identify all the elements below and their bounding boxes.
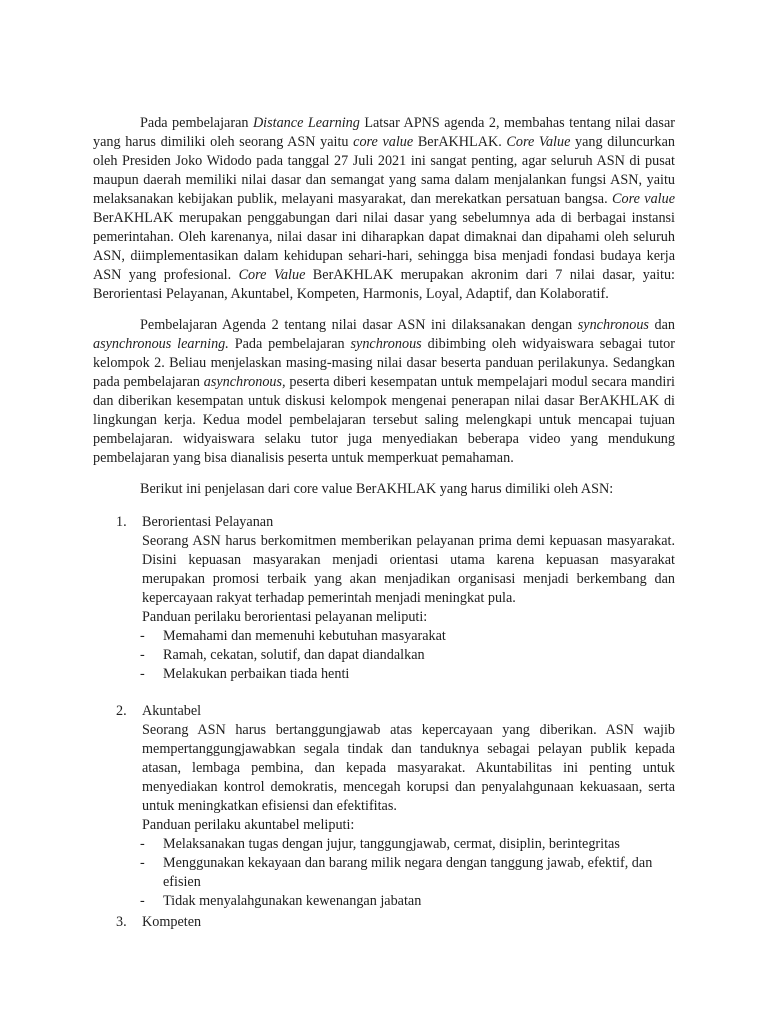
italic-text-run: Core Value [238,267,306,283]
item-description: Seorang ASN harus berkomitmen memberikan pelayanan prima demi kepuasan masyarakat. Disini kepuasan masyarakan menjadi orientasi utama karena kepuasan masyarakat merupakan promosi terbaik yang akan menjadikan organisasi menjadi berkembang dan kepercayaan rakyat terhadap pemerintah menjadi meningkat pula. [142,533,675,606]
item-title: Akuntabel [142,703,202,719]
italic-text-run: core value [353,134,414,150]
guide-bullets [93,835,675,911]
list-item-berorientasi-pelayanan [93,513,675,684]
text-run: Pada pembelajaran [228,336,351,352]
text-run: peserta diberi kesempatan untuk mempelajari modul secara mandiri dan diberikan kesempatan untuk diskusi kelompok mengenai penerapan nilai dasar BerAKHLAK di lingkungan kerja. Kedua model pembelajaran tersebut saling melengkapi untuk mencapai tujuan pembelajaran. widyaiswara selaku tutor juga menyediakan beberapa video yang mendukung pembelajaran yang bisa dianalisis peserta untuk memperkuat pemahaman. [93,374,675,466]
dash-marker: - [140,628,145,644]
bullet-text: Melakukan perbaikan tiada henti [163,666,350,682]
guide-label: Panduan perilaku akuntabel meliputi: [142,817,355,833]
text-run: BerAKHLAK. [413,134,507,150]
text-run: Latsar APNS agenda 2, membahas tentang nilai dasar yang harus dimiliki oleh seorang ASN yaitu [93,115,675,150]
italic-text-run: asynchronous, [203,374,286,390]
italic-text-run: Distance Learning [252,115,360,131]
bullet-item [93,627,675,646]
italic-text-run: Core Value [506,134,571,150]
italic-text-run: synchronous [350,336,422,352]
list-intro-text: Berikut ini penjelasan dari core value BerAKHLAK yang harus dimiliki oleh ASN: [140,481,614,497]
bullet-text: Ramah, cekatan, solutif, dan dapat diandalkan [163,647,425,663]
bullet-item [93,665,675,684]
dash-marker: - [140,666,145,682]
item-title: Berorientasi Pelayanan [142,514,274,530]
list-item-akuntabel [93,702,675,911]
text-run: Pembelajaran Agenda 2 tentang nilai dasar ASN ini dilaksanakan dengan [140,317,578,333]
italic-text-run: Core value [612,191,676,207]
italic-text-run: asynchronous learning. [93,336,229,352]
list-number: 2. [116,703,127,719]
dash-marker: - [140,647,145,663]
bullet-item [93,646,675,665]
guide-bullets [93,627,675,684]
item-description: Seorang ASN harus bertanggungjawab atas kepercayaan yang diberikan. ASN wajib mempertanggungjawabkan segala tindak dan tanduknya sebagai pelayan publik kepada atasan, lembaga pembina, dan kepada masyarakat. Akuntabilitas ini penting untuk menyediakan kontrol demokratis, mencegah korupsi dan penyalahgunaan kekuasaan, serta untuk meningkatkan efisiensi dan efektifitas. [142,722,675,814]
paragraph-learning-method [93,316,675,468]
bullet-item [93,835,675,854]
bullet-item [93,854,675,892]
bullet-text: Tidak menyalahgunakan kewenangan jabatan [163,893,422,909]
text-run: Pada pembelajaran [140,115,253,131]
text-run: BerAKHLAK merupakan penggabungan dari nilai dasar yang sebelumnya ada di berbagai instansi pemerintahan. Oleh karenanya, nilai dasar ini diharapkan dapat dimaknai dan dipahami oleh seluruh ASN, diimplementasikan dalam kehidupan sehari-hari, sehingga bisa menjadi fondasi budaya kerja ASN yang profesional. [93,210,675,283]
bullet-text: Melaksanakan tugas dengan jujur, tanggungjawab, cermat, disiplin, berintegritas [163,836,620,852]
item-title: Kompeten [142,914,202,930]
paragraph-intro [93,114,675,304]
text-run: dan [648,317,675,333]
dash-marker: - [140,836,145,852]
bullet-item [93,892,675,911]
list-number: 1. [116,514,127,530]
bullet-text: Menggunakan kekayaan dan barang milik negara dengan tanggung jawab, efektif, dan efisien [163,855,653,890]
italic-text-run: synchronous [577,317,649,333]
guide-label: Panduan perilaku berorientasi pelayanan meliputi: [142,609,428,625]
list-number: 3. [116,914,127,930]
dash-marker: - [140,893,145,909]
text-run: yang diluncurkan oleh Presiden Joko Widodo pada tanggal 27 Juli 2021 ini sangat penting, agar seluruh ASN di pusat maupun daerah memiliki nilai dasar dan semangat yang sama dalam menjalankan fungsi ASN, yaitu melaksanakan kebijakan publik, melayani masyarakat, dan merekatkan persatuan bangsa. [93,134,675,207]
text-run: dibimbing oleh widyaiswara sebagai tutor kelompok 2. Beliau menjelaskan masing-masing nilai dasar beserta panduan perilakunya. Sedangkan pada pembelajaran [93,336,675,390]
dash-marker: - [140,855,145,871]
list-item-kompeten [93,913,675,932]
bullet-text: Memahami dan memenuhi kebutuhan masyarakat [163,628,446,644]
text-run: BerAKHLAK merupakan akronim dari 7 nilai dasar, yaitu: Berorientasi Pelayanan, Akuntabel, Kompeten, Harmonis, Loyal, Adaptif, dan Kolaboratif. [93,267,675,302]
document-page [93,114,675,932]
